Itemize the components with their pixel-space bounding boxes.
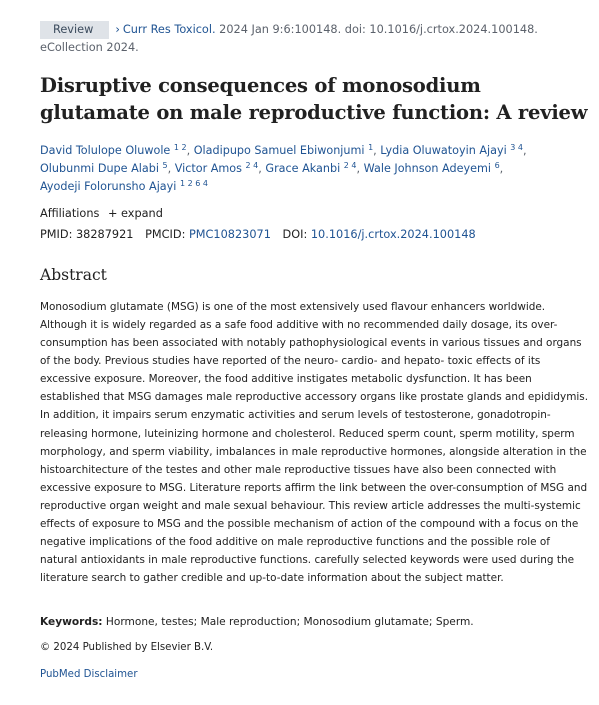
chevron-right-icon: › [115, 23, 120, 36]
doi-label: DOI: [282, 228, 308, 241]
identifiers-row [40, 226, 476, 244]
ecollection-text: eCollection 2024. [40, 41, 139, 54]
author-separator: , [356, 162, 364, 175]
author-link[interactable]: Lydia Oluwatoyin Ajayi [380, 144, 507, 157]
publication-type-badge: Review [40, 21, 109, 39]
pmid-label: PMID: [40, 228, 73, 241]
author-affiliation-numbers[interactable]: 6 [494, 161, 500, 170]
author-affiliation-numbers[interactable]: 2 4 [343, 161, 357, 170]
pmid-value: 38287921 [76, 228, 134, 241]
author-link[interactable]: Wale Johnson Adeyemi [363, 162, 491, 175]
expand-affiliations-button[interactable]: + expand [107, 207, 163, 220]
author-affiliation-numbers[interactable]: 1 2 [173, 143, 187, 152]
author-separator: , [167, 162, 175, 175]
keywords-row [40, 613, 474, 631]
pmcid-label: PMCID: [145, 228, 186, 241]
article-title: Disruptive consequences of monosodium glutamate on male reproductive function: A review [40, 74, 588, 124]
abstract-text: Monosodium glutamate (MSG) is one of the most extensively used flavour enhancers worldwide. Although it is widely regarded as a safe food additive with no recommended daily dosage, its over-consumption has been associated with notably pathophysiological events in various tissues and organs of the body. Previous studies have reported of the neuro- cardio- and hepato- toxic effects of its excessive exposure. Moreover, the food additive instigates metabolic dysfunction. It has been established that MSG damages male reproductive accessory organs like prostate glands and epididymis. In addition, it impairs serum enzymatic activities and serum levels of testosterone, gonadotropin-releasing hormone, luteinizing hormone and cholesterol. Reduced sperm count, sperm motility, sperm morphology, and sperm viability, imbalances in male reproductive hormones, alongside alteration in the histoarchitecture of the testes and other male reproductive tissues have also been connected with excessive exposure to MSG. Literature reports affirm the link between the over-consumption of MSG and reproductive organ weight and male sexual behaviour. This review article addresses the multi-systemic effects of exposure to MSG and the possible mechanism of action of the compound with a focus on the negative implications of the food additive on male reproductive functions and the possible role of natural antioxidants in male reproductive functions. carefully selected keywords were used during the literature search to gather credible and up-to-date information about the subject matter. [40, 301, 589, 585]
author-affiliation-numbers[interactable]: 2 4 [245, 161, 259, 170]
doi-link[interactable]: 10.1016/j.crtox.2024.100148 [310, 228, 476, 241]
author-affiliation-numbers[interactable]: 1 [368, 143, 374, 152]
journal-link[interactable]: Curr Res Toxicol. [122, 23, 216, 36]
keywords-label: Keywords: [40, 616, 103, 628]
keywords-text: Hormone, testes; Male reproduction; Monosodium glutamate; Sperm. [102, 616, 474, 628]
author-separator: , [258, 162, 266, 175]
abstract-heading: Abstract [40, 266, 107, 284]
author-link[interactable]: Oladipupo Samuel Ebiwonjumi [193, 144, 365, 157]
author-affiliation-numbers[interactable]: 5 [162, 161, 168, 170]
author-affiliation-numbers[interactable]: 3 4 [510, 143, 523, 152]
author-separator: , [523, 144, 527, 157]
author-link[interactable]: Olubunmi Dupe Alabi [40, 162, 159, 175]
author-affiliation-numbers[interactable]: 1 2 6 4 [179, 179, 208, 188]
author-link[interactable]: Ayodeji Folorunsho Ajayi [40, 180, 177, 193]
author-link[interactable]: David Tolulope Oluwole [40, 144, 171, 157]
author-separator: , [499, 162, 504, 175]
pubmed-disclaimer-link[interactable]: PubMed Disclaimer [40, 669, 138, 680]
author-link[interactable]: Grace Akanbi [265, 162, 341, 175]
citation-line [40, 21, 588, 57]
disclaimer-row [40, 666, 138, 684]
author-separator: , [186, 144, 194, 157]
author-link[interactable]: Victor Amos [174, 162, 242, 175]
citation-details: 2024 Jan 9:6:100148. doi: 10.1016/j.crtox.2024.100148. [215, 23, 538, 36]
pmcid-link[interactable]: PMC10823071 [188, 228, 271, 241]
affiliations-row [40, 205, 163, 223]
affiliations-label: Affiliations [40, 207, 100, 220]
copyright-text: © 2024 Published by Elsevier B.V. [40, 642, 214, 653]
author-separator: , [373, 144, 381, 157]
author-list [40, 142, 588, 196]
